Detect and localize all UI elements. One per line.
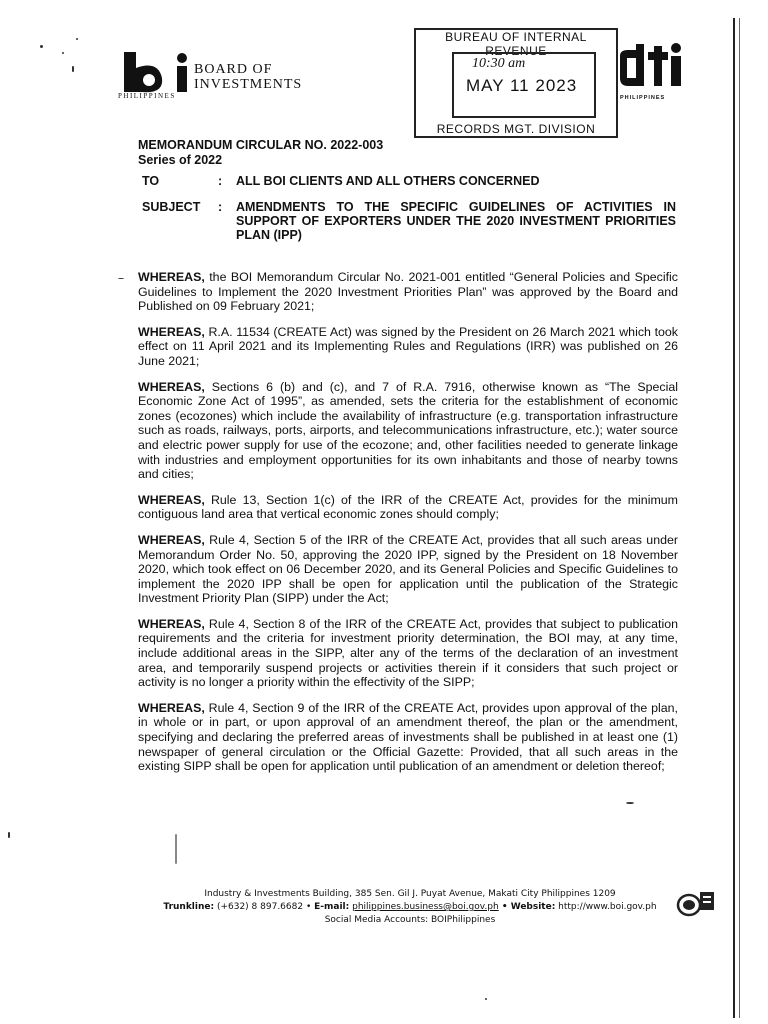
scan-speck	[485, 998, 487, 1000]
website-label: • Website:	[498, 902, 556, 912]
certification-badge-icon	[676, 890, 716, 918]
stamp-division: RECORDS MGT. DIVISION	[436, 122, 596, 136]
scan-speck	[8, 832, 10, 838]
footer-social: Social Media Accounts: BOIPhilippines	[324, 915, 496, 925]
scan-speck	[76, 38, 78, 40]
whereas-paragraph	[138, 493, 678, 522]
memorandum-series: Series of 2022	[138, 153, 223, 167]
paragraph-text: Rule 4, Section 9 of the IRR of the CREATE Act, provides upon approval of the plan, in whole or in part, or upon approval of an amendment thereof, the plan or the amendment, specifying and declaring the preferred areas of investments shall be published in at least one (1) newspaper of general circulation or the Official Gazette: Provided, that all such areas in the existing SIPP shall be open for application until publication of an amendment or deletion thereof;	[138, 700, 678, 774]
scan-speck	[72, 66, 74, 72]
scan-speck	[626, 802, 634, 804]
boi-logo	[118, 50, 318, 105]
whereas-paragraph	[138, 617, 678, 690]
trunkline-number: (+632) 8 897.6682 •	[214, 902, 315, 912]
memorandum-number: MEMORANDUM CIRCULAR NO. 2022-003	[138, 138, 384, 152]
scan-speck	[175, 834, 177, 864]
to-value: ALL BOI CLIENTS AND ALL OTHERS CONCERNED	[236, 174, 540, 188]
boi-country: PHILIPPINES	[118, 92, 176, 100]
memorandum-body	[138, 270, 678, 785]
subject-value: AMENDMENTS TO THE SPECIFIC GUIDELINES OF ACTIVITIES IN SUPPORT OF EXPORTERS UNDER THE 2020 INVESTMENT PRIORITIES PLAN (IPP)	[236, 200, 676, 242]
dti-logo-mark-icon	[618, 42, 684, 88]
trunkline-label: Trunkline:	[163, 902, 215, 912]
paragraph-lead: WHEREAS,	[138, 532, 205, 547]
scan-speck	[62, 52, 64, 54]
to-colon: :	[218, 174, 223, 188]
stamp-agency: BUREAU OF INTERNAL REVENUE	[445, 30, 587, 58]
whereas-paragraph	[138, 380, 678, 482]
paragraph-text: Sections 6 (b) and (c), and 7 of R.A. 7916, otherwise known as “The Special Economic Zone Act of 1995”, as amended, sets the criteria for the establishment of economic zones (ecozones) which include the availability of infrastructure (e.g. transportation infrastructure such as roads, railways, ports, airports, and telecommunications infrastructure, etc.); water source and electric power supply for use of the ecozone; and, other facilities needed to generate linkage with industries and employment opportunities for its own inhabitants and those of nearby towns and cities;	[138, 379, 678, 482]
boi-name-line1: BOARD OF	[194, 62, 273, 77]
paragraph-lead: WHEREAS,	[138, 379, 205, 394]
dti-logo	[618, 42, 684, 112]
whereas-paragraph	[138, 270, 678, 314]
stamp-date-box	[452, 52, 596, 118]
subject-colon: :	[218, 200, 223, 214]
stamp-date: MAY 11 2023	[466, 76, 578, 95]
paragraph-lead: WHEREAS,	[138, 270, 205, 284]
paragraph-lead: WHEREAS,	[138, 700, 205, 715]
footer-address: Industry & Investments Building, 385 Sen. Gil J. Puyat Avenue, Makati City Philippines 1209	[204, 889, 616, 899]
website-link[interactable]: http://www.boi.gov.ph	[555, 902, 657, 912]
stamp-time: 10:30 am	[472, 56, 526, 71]
whereas-paragraph	[138, 533, 678, 606]
scan-speck	[40, 45, 43, 48]
paragraph-text: R.A. 11534 (CREATE Act) was signed by the President on 26 March 2021 which took effect on 11 April 2021 and its Implementing Rules and Regulations (IRR) was published on 26 June 2021;	[138, 324, 678, 368]
footer-contacts	[150, 901, 670, 914]
paragraph-lead: WHEREAS,	[138, 492, 205, 507]
page-footer	[150, 888, 670, 927]
page-edge-border	[733, 18, 740, 1018]
dti-country: PHILIPPINES	[620, 95, 666, 101]
scan-speck	[118, 278, 124, 279]
paragraph-text: Rule 13, Section 1(c) of the IRR of the CREATE Act, provides for the minimum contiguous land area that vertical economic zones should comply;	[138, 492, 678, 522]
paragraph-lead: WHEREAS,	[138, 616, 205, 631]
to-label: TO	[142, 174, 160, 188]
email-link[interactable]: philippines.business@boi.gov.ph	[352, 902, 499, 912]
paragraph-text: Rule 4, Section 5 of the IRR of the CREATE Act, provides that all such areas under Memorandum Order No. 50, approving the 2020 IPP, signed by the President on 18 November 2020, which took effect on 06 December 2020, and its General Policies and Specific Guidelines to implement the 2020 IPP shall be open for application until the publication of the Strategic Investment Priority Plan (SIPP) under the Act;	[138, 532, 678, 606]
whereas-paragraph	[138, 701, 678, 774]
boi-name	[194, 62, 302, 92]
whereas-paragraph	[138, 325, 678, 369]
subject-label: SUBJECT	[142, 200, 201, 214]
paragraph-text: the BOI Memorandum Circular No. 2021-001 entitled “General Policies and Specific Guidelines to Implement the 2020 Investment Priorities Plan” was approved by the Board and Published on 09 February 2021;	[138, 270, 678, 314]
email-label: E-mail:	[314, 902, 350, 912]
boi-name-line2: INVESTMENTS	[194, 77, 303, 92]
paragraph-text: Rule 4, Section 8 of the IRR of the CREATE Act, provides that subject to publication requirements and the criteria for investment priority determination, the BOI may, at any time, include additional areas in the SIPP, alter any of the terms of the declaration of an investment area, and temporarily suspend projects or activities therein if it considers that such project or activity is no longer a priority within the effectivity of the SIPP;	[138, 616, 678, 690]
bir-received-stamp	[414, 28, 618, 138]
paragraph-lead: WHEREAS,	[138, 324, 205, 339]
